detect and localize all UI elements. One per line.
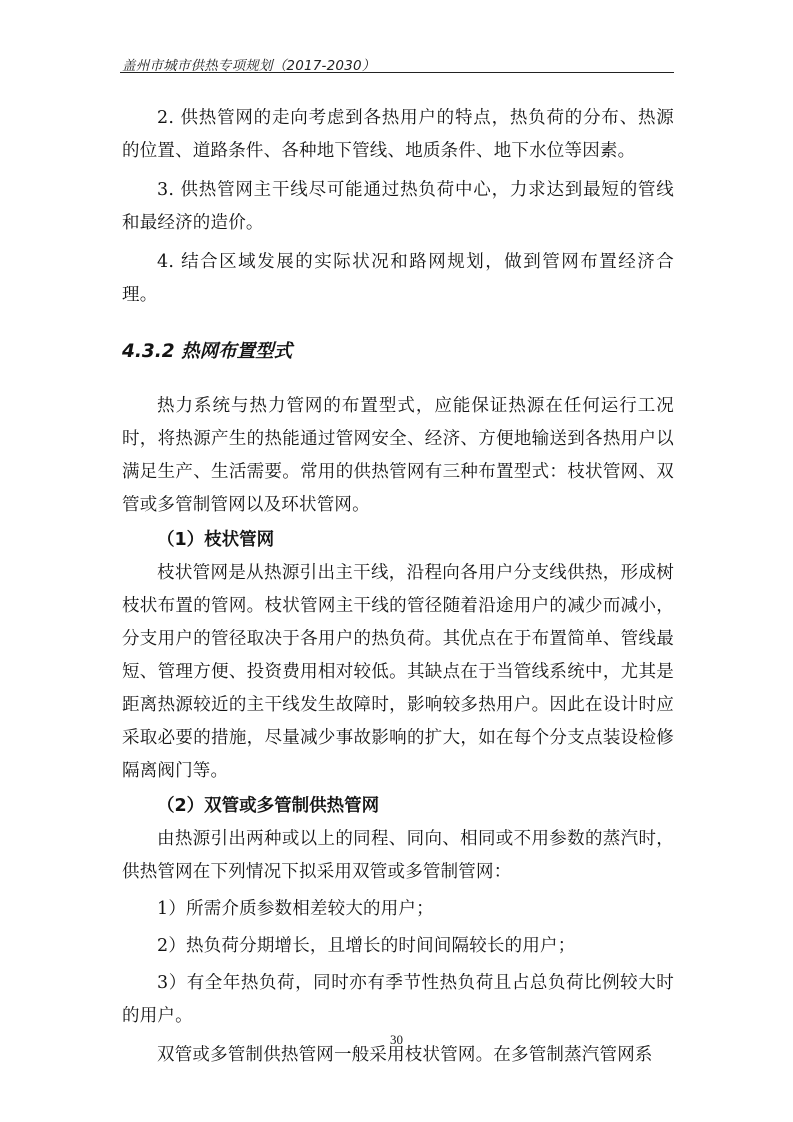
paragraph-branch-network: 枝状管网是从热源引出主干线，沿程向各用户分支线供热，形成树枝状布置的管网。枝状管网主干线的管径随着沿途用户的减少而减小，分支用户的管径取决于各用户的热负荷。其优点在于布置简单、管线最短、管理方便、投资费用相对较低。其缺点在于当管线系统中，尤其是距离热源较近的主干线发生故障时，影响较多热用户。因此在设计时应采取必要的措施，尽量减少事故影响的扩大，如在每个分支点装设检修隔离阀门等。: [122, 563, 674, 781]
list-item-2: 2）热负荷分期增长，且增长的时间间隔较长的用户；: [157, 936, 576, 956]
list-item-3: 3）有全年热负荷，同时亦有季节性热负荷且占总负荷比例较大时的用户。: [122, 973, 674, 1026]
section-heading: 4.3.2 热网布置型式: [122, 341, 293, 362]
header-rule: [120, 72, 674, 73]
subheading-multi-pipe-network: （2）双管或多管制供热管网: [157, 796, 380, 816]
list-item-1: 1）所需介质参数相差较大的用户；: [157, 899, 434, 919]
paragraph-regional-development: 4. 结合区域发展的实际状况和路网规划，做到管网布置经济合理。: [122, 252, 674, 305]
paragraph-multi-pipe-conditions: 由热源引出两种或以上的同程、同向、相同或不用参数的蒸汽时，供热管网在下列情况下拟采用双管或多管制管网：: [122, 829, 674, 882]
page-number: 30: [390, 1032, 403, 1047]
paragraph-layout-types: 热力系统与热力管网的布置型式，应能保证热源在任何运行工况时，将热源产生的热能通过管网安全、经济、方便地输送到各热用户以满足生产、生活需要。常用的供热管网有三种布置型式：枝状管网、双管或多管制管网以及环状管网。: [122, 396, 674, 515]
paragraph-multi-pipe-usage: 双管或多管制供热管网一般采用枝状管网。在多管制蒸汽管网系: [157, 1045, 653, 1065]
page-body: [122, 100, 674, 1072]
subheading-branch-network: （1）枝状管网: [157, 530, 275, 550]
paragraph-route-factors: 2. 供热管网的走向考虑到各热用户的特点，热负荷的分布、热源的位置、道路条件、各种地下管线、地质条件、地下水位等因素。: [122, 108, 674, 161]
paragraph-main-line: 3. 供热管网主干线尽可能通过热负荷中心，力求达到最短的管线和最经济的造价。: [122, 180, 674, 233]
running-header-title: 盖州市城市供热专项规划（2017-2030）: [122, 58, 376, 74]
